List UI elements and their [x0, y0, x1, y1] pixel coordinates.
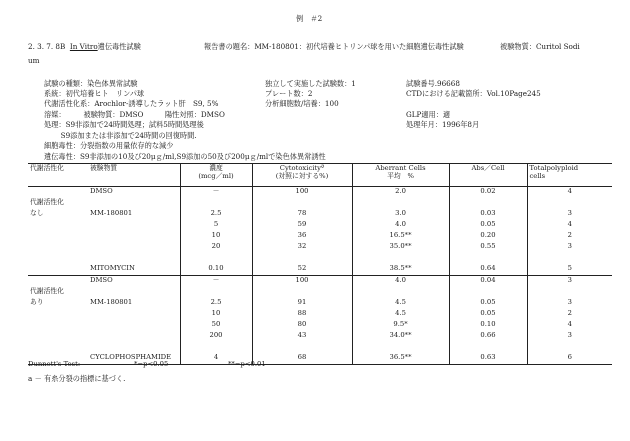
info-strain: 系統：初代培養ヒト リンパ球: [44, 89, 145, 98]
cell-article: DMSO: [90, 276, 113, 284]
info-glp: GLP適用：適: [406, 110, 451, 119]
cell-abs: 0.10: [449, 320, 527, 331]
cell-conc: 10: [180, 231, 252, 242]
info-ctd-location: CTDにおける記載箇所：Vol.10Page245: [406, 89, 541, 98]
cell-conc: －: [180, 187, 252, 198]
table-row: [28, 276, 612, 287]
cell-poly: 4: [527, 220, 612, 231]
cell-article: DMSO: [90, 187, 113, 195]
cell-poly: 4: [527, 187, 612, 198]
cell-poly: 3: [527, 242, 612, 253]
cell-cyto: 88: [252, 309, 352, 320]
cell-aberrant: 4.0: [352, 220, 449, 231]
cell-conc: 0.10: [180, 264, 252, 276]
cell-abs: 0.04: [449, 276, 527, 287]
cell-abs: 0.66: [449, 331, 527, 342]
cell-cyto: 52: [252, 264, 352, 276]
cell-poly: 5: [527, 264, 612, 276]
cell-cyto: 80: [252, 320, 352, 331]
cell-poly: 6: [527, 353, 612, 365]
info-num-plates: プレート数：2: [265, 89, 313, 98]
section-heading: [28, 42, 141, 51]
cell-cyto: 100: [252, 187, 352, 198]
in-vitro-label: In Vitro: [69, 42, 98, 51]
cell-aberrant: 9.5*: [352, 320, 449, 331]
cell-aberrant: 4.5: [352, 298, 449, 309]
cell-poly: 2: [527, 309, 612, 320]
significance-p05: *=p<0.05: [134, 360, 169, 368]
info-genotoxicity: 遺伝毒性：S9非添加の10及び20μｇ/ml,S9添加の50及び200μｇ/mlで染色体異常誘性: [44, 152, 326, 161]
table-row: [28, 298, 612, 309]
cell-conc: 200: [180, 331, 252, 342]
cell-aberrant: 4.0: [352, 276, 449, 287]
cell-abs: 0.05: [449, 298, 527, 309]
info-metabolic-system: 代謝活性化系：Arochlor-誘導したラット肝 S9, 5%: [44, 99, 219, 108]
cell-conc: 2.5: [180, 298, 252, 309]
table-row: [28, 331, 612, 342]
cell-aberrant: 4.5: [352, 309, 449, 320]
cell-activation-sub: あり: [30, 297, 44, 306]
info-num-tests: 独立して実施した試験数：1: [265, 79, 356, 88]
significance-p01: **=p<0.01: [228, 360, 266, 368]
cell-aberrant: 38.5**: [352, 264, 449, 276]
cell-cyto: 59: [252, 220, 352, 231]
header-cytotoxicity: Cytotoxicityª (対照に対する%): [252, 164, 352, 187]
cell-article: CYCLOPHOSPHAMIDE: [88, 353, 180, 365]
table-row: [28, 242, 612, 253]
section-number: 2. 3. 7. 8B: [28, 42, 66, 51]
page-title: 例 ＃2: [296, 14, 323, 23]
cell-cyto: 91: [252, 298, 352, 309]
cell-poly: 3: [527, 331, 612, 342]
table-row: [28, 231, 612, 242]
header-abs-cell: Abs／Cell: [449, 164, 527, 187]
cell-article: MM-180801: [90, 208, 133, 217]
cell-activation-sub: なし: [30, 208, 44, 217]
cell-conc: －: [180, 276, 252, 287]
table-row: [28, 353, 612, 365]
cell-conc: 50: [180, 320, 252, 331]
cell-poly: 3: [527, 209, 612, 220]
header-activation: 代謝活性化: [28, 164, 88, 187]
info-test-type: 試験の種類：染色体異常試験: [44, 79, 138, 88]
table-header-row: [28, 164, 612, 187]
cell-abs: 0.05: [449, 220, 527, 231]
cell-aberrant: 16.5**: [352, 231, 449, 242]
cell-conc: 20: [180, 242, 252, 253]
cell-aberrant: 2.0: [352, 187, 449, 198]
header-article: 被験物質: [88, 164, 180, 187]
table-row: [28, 220, 612, 231]
cell-poly: 2: [527, 231, 612, 242]
info-treatment: 処理：S9非添加で24時間処理；試料5時間処理後: [44, 120, 204, 129]
cell-aberrant: 36.5**: [352, 353, 449, 365]
cell-abs: 0.20: [449, 231, 527, 242]
header-concentration: 濃度 (mcg／ml): [180, 164, 252, 187]
info-test-number: 試験番号.96668: [406, 79, 460, 88]
info-solvent: 溶媒： 被験物質：DMSO 陽性対照：DMSO: [44, 110, 225, 119]
cell-cyto: 100: [252, 276, 352, 287]
cell-article: MM-180801: [90, 297, 133, 306]
cell-conc: 2.5: [180, 209, 252, 220]
cell-abs: 0.03: [449, 209, 527, 220]
cell-aberrant: 35.0**: [352, 242, 449, 253]
cell-poly: 3: [527, 276, 612, 287]
results-table: [28, 163, 612, 365]
table-row: [28, 287, 612, 298]
cell-poly: 4: [527, 320, 612, 331]
cell-abs: 0.05: [449, 309, 527, 320]
cell-cyto: 32: [252, 242, 352, 253]
footnote-a: a － 有糸分裂の指標に基づく.: [28, 374, 126, 383]
dunnett-label: Dunnett's Test:: [28, 360, 81, 368]
table-row: [28, 253, 612, 264]
info-treatment-cont: S9添加または非添加で24時間の回復時間.: [44, 131, 197, 140]
cell-abs: 0.55: [449, 242, 527, 253]
cell-cyto: 68: [252, 353, 352, 365]
info-cells-analyzed: 分析細胞数/培養：100: [265, 99, 339, 108]
table-row: [28, 187, 612, 198]
cell-conc: 5: [180, 220, 252, 231]
report-title: 報告書の題名：MM-180801：初代培養ヒトリンパ球を用いた細胞遺伝毒性試験: [204, 42, 464, 51]
test-name: 遺伝毒性試験: [97, 42, 141, 51]
cell-cyto: 36: [252, 231, 352, 242]
table-row: [28, 209, 612, 220]
table-row: [28, 320, 612, 331]
cell-activation: 代謝活性化: [30, 197, 64, 206]
info-cytotoxicity: 細胞毒性：分裂指数の用量依存的な減少: [44, 141, 174, 150]
table-row: [28, 342, 612, 353]
test-substance-wrap: um: [28, 56, 40, 65]
cell-activation: 代謝活性化: [30, 286, 64, 295]
cell-abs: 0.64: [449, 264, 527, 276]
table-row: [28, 198, 612, 209]
cell-poly: 3: [527, 298, 612, 309]
table-row: [28, 264, 612, 276]
cell-cyto: 43: [252, 331, 352, 342]
cell-cyto: 78: [252, 209, 352, 220]
header-aberrant-cells: Aberrant Cells 平均 %: [352, 164, 449, 187]
cell-aberrant: 34.0**: [352, 331, 449, 342]
header-polyploid: Totalpolyploid cells: [527, 164, 612, 187]
cell-abs: 0.02: [449, 187, 527, 198]
table-row: [28, 309, 612, 320]
cell-article: MITOMYCIN: [88, 264, 180, 276]
cell-abs: 0.63: [449, 353, 527, 365]
cell-aberrant: 3.0: [352, 209, 449, 220]
cell-conc: 4: [180, 353, 252, 365]
test-substance: 被験物質：Curitol Sodi: [500, 42, 580, 51]
info-date: 処理年月：1996年8月: [406, 120, 480, 129]
cell-conc: 10: [180, 309, 252, 320]
